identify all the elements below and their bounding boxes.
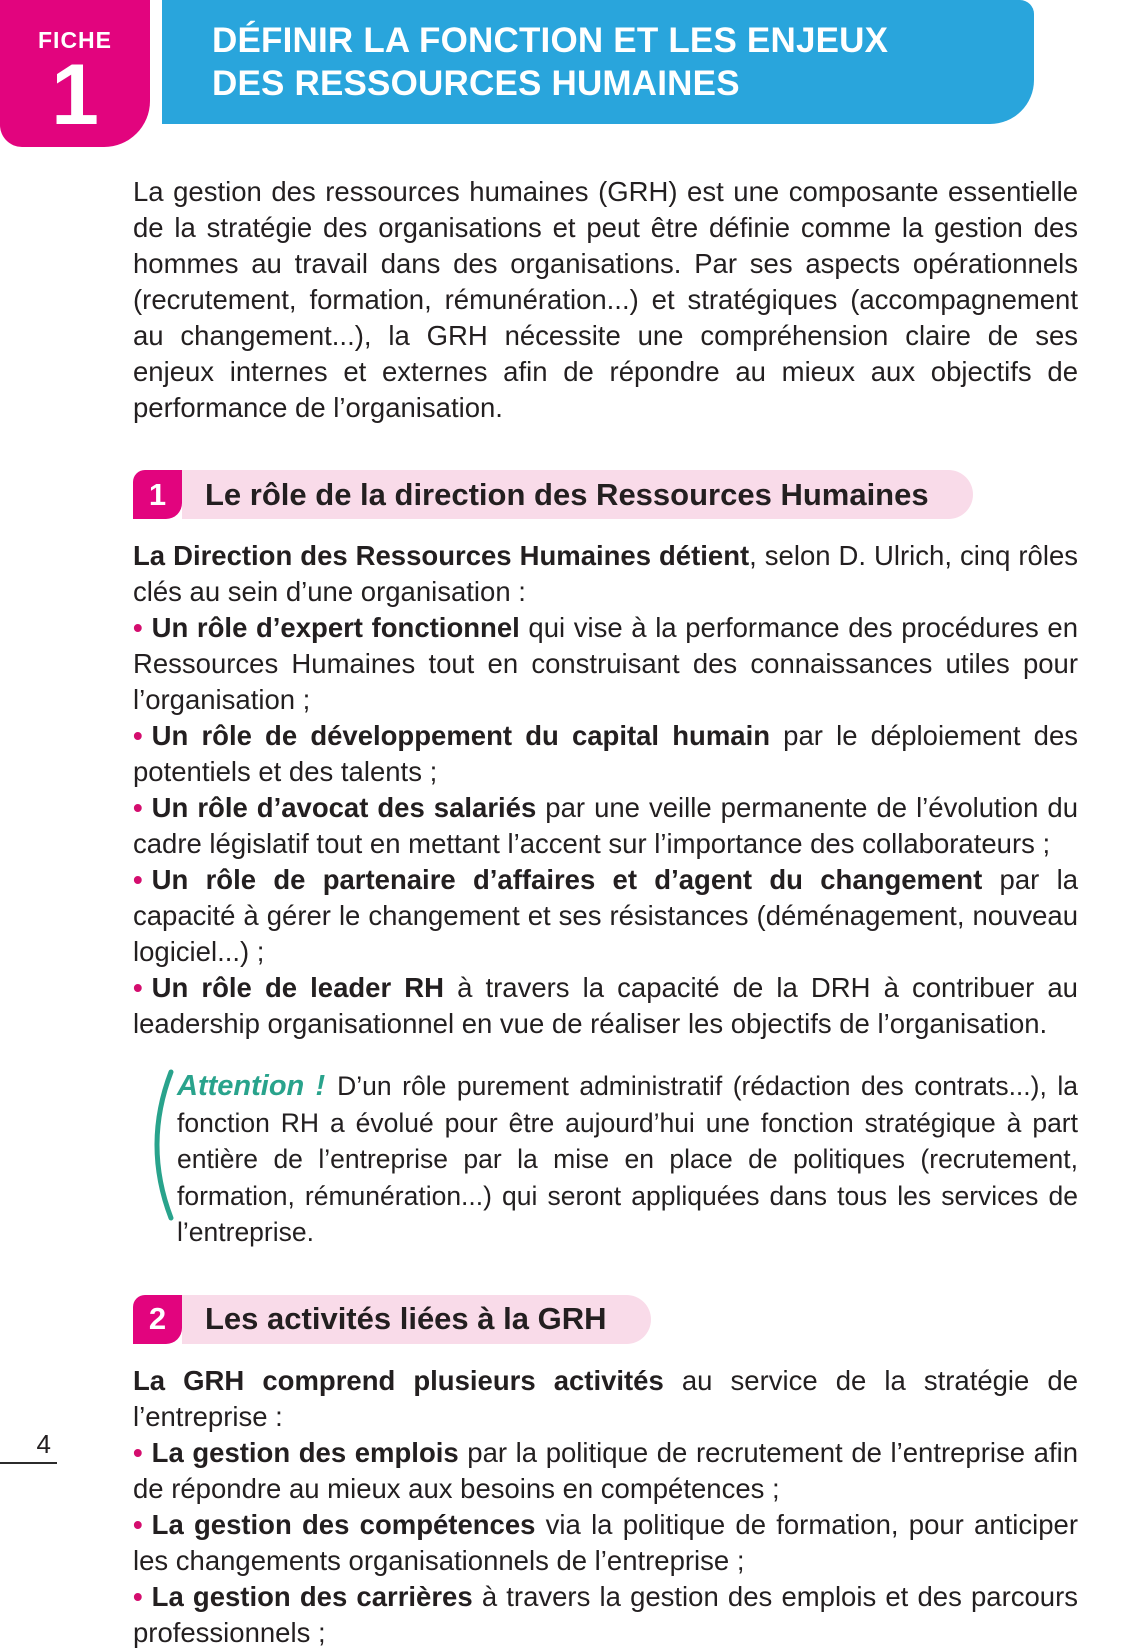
fiche-badge [0,0,150,147]
bullet-text: par la politique de recrutement de l’entreprise afin de répondre au mieux aux besoins en compétences ; [133,1436,1078,1504]
bullet-dot: • [133,720,143,751]
page-number-value: 4 [36,1429,51,1459]
section-1-lead-bold: La Direction des Ressources Humaines détient [133,540,750,571]
fiche-number: 1 [51,47,99,143]
bullet-text: par une veille permanente de l’évolution du cadre législatif tout en mettant l’accent sur l’importance des collaborateurs ; [133,792,1078,859]
bullet-lead: Un rôle de partenaire d’affaires et d’agent du changement [151,864,983,895]
section-2-bullet-list [133,1435,1078,1651]
fiche-label: FICHE [38,27,112,53]
attention-paragraph [177,1068,1078,1251]
list-item [133,790,1078,862]
bullet-text: par la capacité à gérer le changement et ses résistances (déménagement, nouveau logiciel...) ; [133,864,1078,967]
list-item [133,610,1078,718]
bullet-dot: • [133,792,143,823]
bullet-lead: La gestion des compétences [151,1508,536,1540]
bullet-lead: La gestion des carrières [151,1580,473,1612]
attention-label: Attention ! [177,1070,326,1102]
section-1-lead-rest: , selon D. Ulrich, cinq rôles clés au sein d’une organisation : [133,540,1079,607]
page-content [133,160,1078,1651]
bullet-dot: • [133,1508,143,1540]
attention-body-text: D’un rôle purement administratif (rédaction des contrats...), la fonction RH a évolué pour être aujourd’hui une fonction stratégique à part entière de l’entreprise par la mise en place de politiques (recrutement, formation, rémunération...) qui seront appliquées dans tous les services de l’entreprise. [177,1071,1078,1247]
bullet-dot: • [133,1580,143,1612]
bullet-lead: Un rôle d’expert fonctionnel [151,612,520,643]
bullet-lead: Un rôle de leader RH [151,972,444,1003]
list-item [133,718,1078,790]
bullet-dot: • [133,864,143,895]
bullet-dot: • [133,1436,143,1468]
bullet-lead: La gestion des emplois [151,1436,459,1468]
bullet-lead: Un rôle de développement du capital humain [151,720,771,751]
section-1-title: Le rôle de la direction des Ressources Humaines [182,470,973,519]
bullet-text: via la politique de formation, pour anticiper les changements organisationnels de l’entreprise ; [133,1508,1079,1576]
bullet-text: à travers la capacité de la DRH à contribuer au leadership organisationnel en vue de réaliser les objectifs de l’organisation. [133,972,1078,1039]
section-1-bullet-list [133,610,1078,1042]
list-item [133,1507,1078,1579]
page-number [0,1429,57,1464]
section-1-lead [133,538,1078,610]
section-2-heading [133,1295,1078,1344]
list-item [133,862,1078,970]
page-title-line1: DÉFINIR LA FONCTION ET LES ENJEUX [212,20,889,60]
title-banner [162,0,1034,124]
section-2-title: Les activités liées à la GRH [182,1295,651,1344]
bullet-text: qui vise à la performance des procédures en Ressources Humaines tout en construisant des connaissances utiles pour l’organisation ; [133,612,1078,715]
section-1-number: 1 [133,470,182,519]
bullet-text: à travers la gestion des emplois et des parcours professionnels ; [133,1580,1078,1648]
section-2-lead-rest: au service de la stratégie de l’entreprise : [133,1364,1078,1432]
section-2-lead-bold: La GRH comprend plusieurs activités [133,1364,664,1396]
list-item [133,970,1078,1042]
intro-paragraph: La gestion des ressources humaines (GRH) est une composante essentielle de la stratégie des organisations et peut être définie comme la gestion des hommes au travail dans des organisations. Par ses aspects opérationnels (recrutement, formation, rémunération...) et stratégiques (accompagnement au changement...), la GRH nécessite une compréhension claire de ses enjeux internes et externes afin de répondre au mieux aux objectifs de performance de l’organisation. [133,176,1078,423]
bullet-text: par le déploiement des potentiels et des talents ; [133,720,1078,787]
page-title-line2: DES RESSOURCES HUMAINES [212,64,740,103]
section-2-lead [133,1363,1078,1435]
bullet-dot: • [133,612,143,643]
bullet-dot: • [133,972,143,1003]
bullet-lead: Un rôle d’avocat des salariés [151,792,537,823]
parenthesis-curve-icon [141,1070,175,1220]
section-2-number: 2 [133,1295,182,1344]
attention-note [147,1068,1078,1251]
section-1-heading [133,470,1078,519]
list-item [133,1435,1078,1507]
list-item [133,1579,1078,1651]
